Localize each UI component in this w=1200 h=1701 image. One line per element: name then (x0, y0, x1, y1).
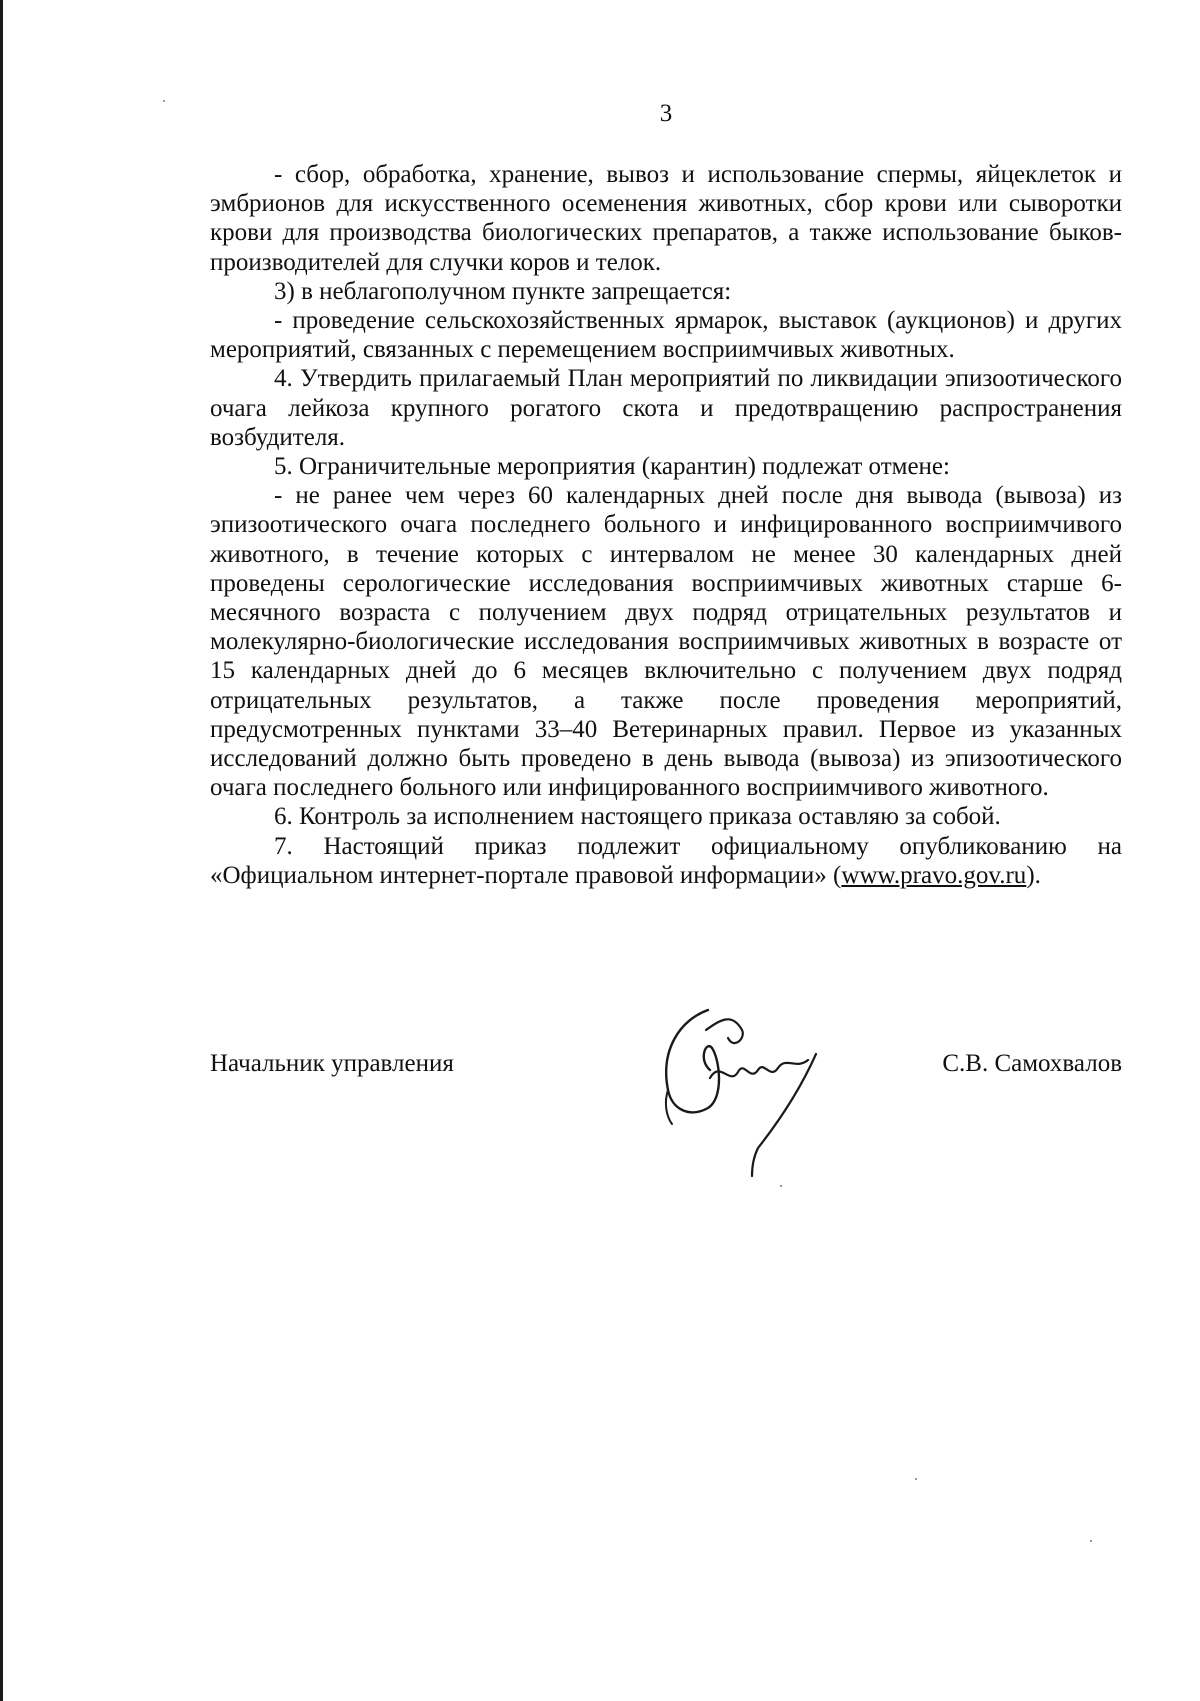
handwritten-signature (650, 990, 850, 1180)
paragraph-fairs-prohibition: - проведение сельскохозяйственных ярмарок, выставок (аукционов) и других мероприятий, связанных с перемещением восприимчивых животных. (210, 307, 1122, 364)
signer-name: С.В. Самохвалов (942, 1050, 1122, 1077)
page-number: 3 (659, 100, 673, 127)
signature-block (210, 1030, 1122, 1160)
paragraph-prohibited-heading: 3) в неблагополучном пункте запрещается: (274, 277, 732, 305)
paragraph-plan-approval: 4. Утвердить прилагаемый План мероприятий по ликвидации эпизоотического очага лейкоза крупного рогатого скота и предотвращению распространения возбудителя. (210, 365, 1122, 451)
paragraph-control: 6. Контроль за исполнением настоящего приказа оставляю за собой. (274, 803, 1001, 831)
document-body (210, 160, 1122, 890)
publication-text: 7. Настоящий приказ подлежит официальному опубликованию на «Официальном интернет-портале правовой информации» ( (210, 832, 1122, 889)
publication-link[interactable]: www.pravo.gov.ru (841, 861, 1027, 889)
scan-speck (915, 1478, 917, 1480)
paragraph-collection-restriction: - сбор, обработка, хранение, вывоз и использование спермы, яйцеклеток и эмбрионов для искусственного осеменения животных, сбор крови или сыворотки крови для производства биологических препаратов, а также использование быков-производителей для случки коров и телок. (210, 161, 1122, 276)
paragraph-quarantine-cancellation: 5. Ограничительные мероприятия (карантин) подлежат отмене: (274, 453, 950, 481)
scan-speck (780, 1185, 782, 1187)
scan-edge-line (0, 0, 3, 1701)
publication-text-end: ). (1026, 861, 1041, 889)
paragraph-quarantine-conditions: - не ранее чем через 60 календарных дней после дня вывода (вывоза) из эпизоотического очага последнего больного и инфицированного восприимчивого животного, в течение которых с интервалом не менее 30 календарных дней проведены серологические исследования восприимчивых животных старше 6-месячного возраста с получением двух подряд отрицательных результатов и молекулярно-биологические исследования восприимчивых животных в возрасте от 15 календарных дней до 6 месяцев включительно с получением двух подряд отрицательных результатов, а также после проведения мероприятий, предусмотренных пунктами 33–40 Ветеринарных правил. Первое из указанных исследований должно быть проведено в день вывода (вывоза) из эпизоотического очага последнего больного или инфицированного восприимчивого животного. (210, 482, 1122, 802)
signer-role: Начальник управления (210, 1050, 454, 1077)
scan-speck (163, 100, 165, 102)
scan-speck (1090, 1540, 1092, 1542)
paragraph-publication (210, 832, 1122, 890)
